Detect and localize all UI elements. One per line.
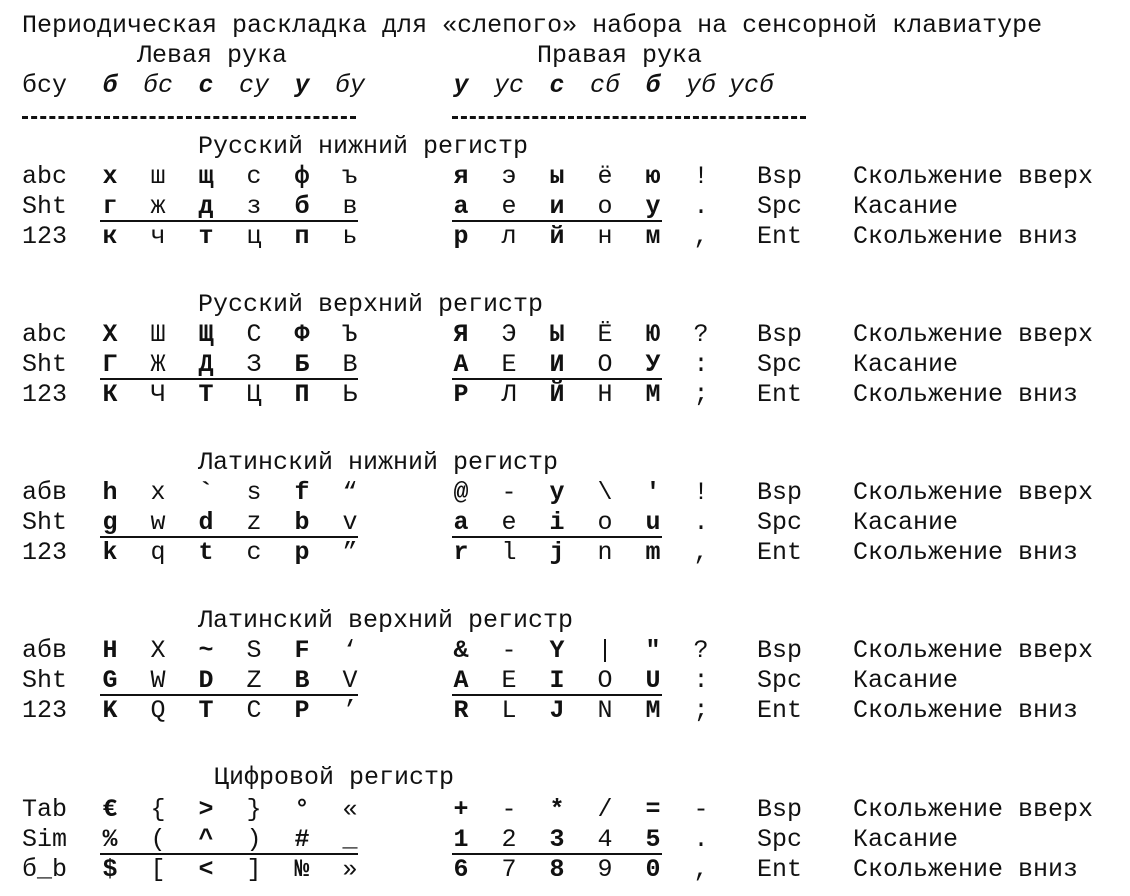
row-function-key: Ent — [757, 222, 803, 251]
row-function-key: Bsp — [757, 320, 803, 349]
right-hand-key: @ — [453, 478, 469, 507]
left-hand-key: c — [246, 538, 262, 567]
right-hand-key: | — [597, 636, 613, 665]
right-hand-key: 8 — [549, 855, 565, 884]
home-row-underline-right — [452, 378, 662, 380]
left-hand-key: $ — [102, 855, 118, 884]
row-mode-label: абв — [22, 478, 68, 507]
left-hand-key: G — [102, 666, 118, 695]
right-hand-key: u — [645, 508, 661, 537]
right-hand-key: E — [501, 666, 517, 695]
left-hand-key: ” — [342, 538, 358, 567]
right-hand-key: : — [693, 666, 709, 695]
right-hand-key: И — [549, 350, 565, 379]
row-mode-label: Tab — [22, 795, 68, 824]
header-right-combo: у — [453, 71, 469, 100]
header-right-combo: уб — [685, 71, 716, 100]
left-hand-key: ( — [150, 825, 166, 854]
row-gesture: Касание — [853, 508, 959, 537]
left-hand-key: “ — [342, 478, 358, 507]
left-hand-key: g — [102, 508, 118, 537]
row-function-key: Bsp — [757, 636, 803, 665]
row-mode-label: Sht — [22, 666, 68, 695]
right-hand-key: Я — [453, 320, 469, 349]
left-hand-key: Ц — [246, 380, 262, 409]
right-hand-key: / — [597, 795, 613, 824]
row-function-key: Bsp — [757, 795, 803, 824]
left-hand-key: ш — [150, 162, 166, 191]
right-hand-key: o — [597, 508, 613, 537]
row-function-key: Ent — [757, 855, 803, 884]
left-hand-key: « — [342, 795, 358, 824]
home-row-underline-left — [100, 536, 358, 538]
left-hand-key: C — [246, 696, 262, 725]
left-hand-key: f — [294, 478, 310, 507]
right-hand-key: р — [453, 222, 469, 251]
header-left-combo: бс — [142, 71, 173, 100]
right-hand-key: " — [645, 636, 661, 665]
row-gesture: Касание — [853, 350, 959, 379]
right-hand-key: M — [645, 696, 661, 725]
right-hand-key: Е — [501, 350, 517, 379]
right-hand-key: А — [453, 350, 469, 379]
header-right-combo: б — [645, 71, 661, 100]
right-hand-key: 9 — [597, 855, 613, 884]
right-hand-key: + — [453, 795, 469, 824]
left-hand-key: Щ — [198, 320, 214, 349]
left-hand-key: Ч — [150, 380, 166, 409]
right-hand-key: у — [645, 192, 661, 221]
right-hand-key: e — [501, 508, 517, 537]
left-hand-key: № — [294, 855, 310, 884]
header-right-combo: усб — [729, 71, 775, 100]
row-mode-label: Sht — [22, 192, 68, 221]
home-row-underline-right — [452, 536, 662, 538]
right-hand-key: . — [693, 508, 709, 537]
row-mode-label: 123 — [22, 538, 68, 567]
left-hand-key: B — [294, 666, 310, 695]
right-hand-key: Ё — [597, 320, 613, 349]
right-hand-key: a — [453, 508, 469, 537]
header-left-combo: с — [198, 71, 214, 100]
right-hand-key: Й — [549, 380, 565, 409]
row-function-key: Spc — [757, 192, 803, 221]
left-hand-key: С — [246, 320, 262, 349]
row-mode-label: Sim — [22, 825, 68, 854]
left-hand-key: } — [246, 795, 262, 824]
row-gesture: Скольжение вниз — [853, 380, 1079, 409]
header-right-combo: ус — [493, 71, 524, 100]
home-row-underline-left — [100, 853, 358, 855]
right-hand-key: 2 — [501, 825, 517, 854]
row-gesture: Скольжение вниз — [853, 222, 1079, 251]
row-function-key: Ent — [757, 380, 803, 409]
left-hand-key: € — [102, 795, 118, 824]
home-row-underline-left — [100, 694, 358, 696]
section-title: Русский нижний регистр — [198, 132, 529, 161]
left-hand-key: ц — [246, 222, 262, 251]
left-hand-key: щ — [198, 162, 214, 191]
left-hand-key: D — [198, 666, 214, 695]
row-function-key: Bsp — [757, 162, 803, 191]
left-hand-key: Б — [294, 350, 310, 379]
header-right-combo: сб — [589, 71, 620, 100]
row-mode-label: abc — [22, 162, 68, 191]
right-hand-key: j — [549, 538, 565, 567]
right-hand-key: U — [645, 666, 661, 695]
right-hand-key: ? — [693, 636, 709, 665]
row-function-key: Ent — [757, 696, 803, 725]
right-hand-key: 1 — [453, 825, 469, 854]
right-hand-key: m — [645, 538, 661, 567]
left-hand-key: ] — [246, 855, 262, 884]
left-hand-key: п — [294, 222, 310, 251]
right-hand-key: О — [597, 350, 613, 379]
right-hand-key: - — [501, 636, 517, 665]
left-hand-key: _ — [342, 825, 358, 854]
left-hand-key: Т — [198, 380, 214, 409]
left-hand-key: Ь — [342, 380, 358, 409]
right-hand-key: 0 — [645, 855, 661, 884]
left-hand-key: б — [294, 192, 310, 221]
right-hand-key: ' — [645, 478, 661, 507]
left-hand-key: х — [102, 162, 118, 191]
row-gesture: Скольжение вниз — [853, 696, 1079, 725]
row-mode-label: Sht — [22, 508, 68, 537]
right-hand-key: ? — [693, 320, 709, 349]
left-hand-key: T — [198, 696, 214, 725]
right-hand-key: л — [501, 222, 517, 251]
left-hand-key: Ж — [150, 350, 166, 379]
right-hand-key: * — [549, 795, 565, 824]
right-hand-key: ю — [645, 162, 661, 191]
left-hand-key: b — [294, 508, 310, 537]
home-row-underline-left — [100, 378, 358, 380]
row-gesture: Скольжение вверх — [853, 320, 1094, 349]
left-hand-key: с — [246, 162, 262, 191]
left-hand-key: H — [102, 636, 118, 665]
right-hand-key: й — [549, 222, 565, 251]
right-hand-key: Э — [501, 320, 517, 349]
row-mode-label: абв — [22, 636, 68, 665]
right-hand-key: Y — [549, 636, 565, 665]
right-hand-key: 6 — [453, 855, 469, 884]
right-hand-key: ! — [693, 478, 709, 507]
header-left-combo: су — [238, 71, 269, 100]
left-hand-key: w — [150, 508, 166, 537]
left-hand-key: % — [102, 825, 118, 854]
header-right-combo: с — [549, 71, 565, 100]
left-hand-key: Ф — [294, 320, 310, 349]
left-hand-key: Д — [198, 350, 214, 379]
left-hand-key: z — [246, 508, 262, 537]
right-hand-key: Ю — [645, 320, 661, 349]
left-hand-key: > — [198, 795, 214, 824]
right-hand-key: ё — [597, 162, 613, 191]
left-hand-key: ^ — [198, 825, 214, 854]
right-hand-key: 3 — [549, 825, 565, 854]
row-gesture: Скольжение вниз — [853, 855, 1079, 884]
section-title: Русский верхний регистр — [198, 290, 544, 319]
right-hand-key: N — [597, 696, 613, 725]
right-hand-key: ; — [693, 380, 709, 409]
right-hand-key: Ы — [549, 320, 565, 349]
right-hand-key: 7 — [501, 855, 517, 884]
left-hand-key: Г — [102, 350, 118, 379]
right-hand-key: l — [501, 538, 517, 567]
right-hand-key: r — [453, 538, 469, 567]
home-row-underline-right — [452, 853, 662, 855]
left-hand-key: s — [246, 478, 262, 507]
right-hand-key: о — [597, 192, 613, 221]
left-hand-key: П — [294, 380, 310, 409]
right-hand-key: Р — [453, 380, 469, 409]
left-hand-key: # — [294, 825, 310, 854]
row-mode-label: 123 — [22, 222, 68, 251]
row-function-key: Ent — [757, 538, 803, 567]
left-hand-key: < — [198, 855, 214, 884]
left-hand-key: Х — [102, 320, 118, 349]
left-hand-key: ) — [246, 825, 262, 854]
left-hand-key: ч — [150, 222, 166, 251]
left-hand-key: ‘ — [342, 636, 358, 665]
right-hand-key: A — [453, 666, 469, 695]
left-hand-key: x — [150, 478, 166, 507]
right-hand-key: , — [693, 855, 709, 884]
left-hand-key: V — [342, 666, 358, 695]
right-hand-key: ы — [549, 162, 565, 191]
left-hand-key: P — [294, 696, 310, 725]
left-hand-key: W — [150, 666, 166, 695]
left-hand-key: Q — [150, 696, 166, 725]
row-mode-label: 123 — [22, 380, 68, 409]
right-hand-key: е — [501, 192, 517, 221]
right-hand-key: = — [645, 795, 661, 824]
left-hand-key: q — [150, 538, 166, 567]
left-hand-key: v — [342, 508, 358, 537]
right-hand-key: n — [597, 538, 613, 567]
left-hand-key: » — [342, 855, 358, 884]
page-title: Периодическая раскладка для «слепого» набора на сенсорной клавиатуре — [22, 11, 1043, 40]
row-mode-label: abc — [22, 320, 68, 349]
left-hand-key: K — [102, 696, 118, 725]
right-hand-key: . — [693, 192, 709, 221]
left-hand-key: k — [102, 538, 118, 567]
right-hand-key: я — [453, 162, 469, 191]
right-hand-key: R — [453, 696, 469, 725]
left-hand-key: т — [198, 222, 214, 251]
row-function-key: Spc — [757, 666, 803, 695]
row-gesture: Касание — [853, 666, 959, 695]
row-function-key: Spc — [757, 350, 803, 379]
right-hand-key: ; — [693, 696, 709, 725]
left-hand-key: ° — [294, 795, 310, 824]
right-hand-key: 4 — [597, 825, 613, 854]
row-gesture: Скольжение вверх — [853, 795, 1094, 824]
right-hand-key: Л — [501, 380, 517, 409]
right-hand-key: - — [693, 795, 709, 824]
row-mode-label: Sht — [22, 350, 68, 379]
right-hand-key: Н — [597, 380, 613, 409]
row-gesture: Скольжение вниз — [853, 538, 1079, 567]
row-mode-label: 123 — [22, 696, 68, 725]
header-divider-left — [22, 116, 356, 119]
header-left-combo: б — [102, 71, 118, 100]
left-hand-key: З — [246, 350, 262, 379]
left-hand-key: ж — [150, 192, 166, 221]
right-hand-key: 5 — [645, 825, 661, 854]
header-mode-label: бсу — [22, 71, 68, 100]
left-hand-key: ф — [294, 162, 310, 191]
row-function-key: Spc — [757, 508, 803, 537]
header-left-combo: у — [294, 71, 310, 100]
right-hand-key: а — [453, 192, 469, 221]
row-function-key: Spc — [757, 825, 803, 854]
right-hand-key: н — [597, 222, 613, 251]
left-hand-key: В — [342, 350, 358, 379]
left-hand-key: Ш — [150, 320, 166, 349]
left-hand-key: ’ — [342, 696, 358, 725]
header-left-combo: бу — [334, 71, 365, 100]
home-row-underline-right — [452, 220, 662, 222]
left-hand-label: Левая рука — [137, 41, 288, 70]
right-hand-key: : — [693, 350, 709, 379]
left-hand-key: ~ — [198, 636, 214, 665]
left-hand-key: X — [150, 636, 166, 665]
header-divider-right — [452, 116, 806, 119]
right-hand-key: i — [549, 508, 565, 537]
right-hand-key: , — [693, 538, 709, 567]
left-hand-key: [ — [150, 855, 166, 884]
left-hand-key: t — [198, 538, 214, 567]
right-hand-key: I — [549, 666, 565, 695]
right-hand-key: J — [549, 696, 565, 725]
left-hand-key: ъ — [342, 162, 358, 191]
right-hand-key: М — [645, 380, 661, 409]
left-hand-key: S — [246, 636, 262, 665]
right-hand-key: У — [645, 350, 661, 379]
right-hand-key: . — [693, 825, 709, 854]
left-hand-key: д — [198, 192, 214, 221]
right-hand-key: э — [501, 162, 517, 191]
left-hand-key: d — [198, 508, 214, 537]
row-mode-label: б_b — [22, 855, 68, 884]
section-title: Латинский нижний регистр — [198, 448, 559, 477]
left-hand-key: { — [150, 795, 166, 824]
right-hand-key: , — [693, 222, 709, 251]
right-hand-key: y — [549, 478, 565, 507]
left-hand-key: Z — [246, 666, 262, 695]
left-hand-key: p — [294, 538, 310, 567]
row-gesture: Скольжение вверх — [853, 162, 1094, 191]
section-title: Латинский верхний регистр — [198, 606, 574, 635]
left-hand-key: к — [102, 222, 118, 251]
left-hand-key: ь — [342, 222, 358, 251]
right-hand-key: и — [549, 192, 565, 221]
row-gesture: Касание — [853, 192, 959, 221]
home-row-underline-left — [100, 220, 358, 222]
row-gesture: Касание — [853, 825, 959, 854]
left-hand-key: К — [102, 380, 118, 409]
right-hand-key: O — [597, 666, 613, 695]
left-hand-key: з — [246, 192, 262, 221]
right-hand-key: & — [453, 636, 469, 665]
left-hand-key: Ъ — [342, 320, 358, 349]
right-hand-label: Правая рука — [537, 41, 703, 70]
left-hand-key: ` — [198, 478, 214, 507]
right-hand-key: - — [501, 795, 517, 824]
right-hand-key: L — [501, 696, 517, 725]
left-hand-key: F — [294, 636, 310, 665]
row-gesture: Скольжение вверх — [853, 478, 1094, 507]
home-row-underline-right — [452, 694, 662, 696]
row-function-key: Bsp — [757, 478, 803, 507]
left-hand-key: г — [102, 192, 118, 221]
right-hand-key: м — [645, 222, 661, 251]
left-hand-key: в — [342, 192, 358, 221]
right-hand-key: - — [501, 478, 517, 507]
left-hand-key: h — [102, 478, 118, 507]
right-hand-key: ! — [693, 162, 709, 191]
section-title: Цифровой регистр — [214, 763, 455, 792]
right-hand-key: \ — [597, 478, 613, 507]
row-gesture: Скольжение вверх — [853, 636, 1094, 665]
